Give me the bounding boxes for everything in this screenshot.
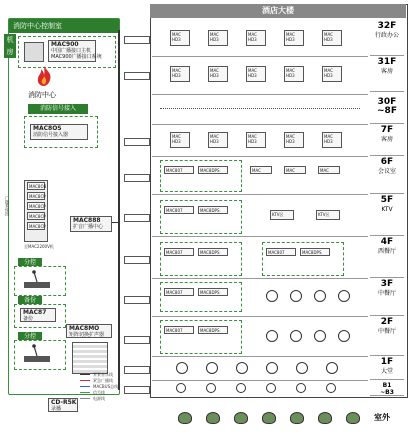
floor-6f-name: 会议室 (377, 168, 396, 175)
garden-speaker-icon (234, 412, 248, 424)
floor-32f-name: 行政办公 (374, 32, 399, 39)
floor-7f-num: 7F (380, 125, 394, 135)
floor-b1-num: B1 ~B3 (380, 382, 394, 396)
2f-mac8dps: MAC8DPS (198, 326, 228, 334)
mac8os-model: MAC8OS (33, 125, 62, 132)
ellipsis-line (160, 108, 360, 109)
room-unit-label: MAC (286, 32, 295, 37)
zone3-tag: 分控 (18, 332, 42, 342)
control-room-title: 消防中心控制室 (9, 19, 119, 33)
speaker-icon (236, 362, 248, 374)
fire-signal-input-tag: 消防信号接入 (28, 104, 88, 114)
legend-swatch-2 (80, 380, 90, 381)
floor-divider (152, 124, 368, 125)
mac8mo-model: MAC8MO (69, 325, 100, 332)
rack-unit-4: MAC8CP (29, 214, 46, 219)
mac900-line1: 中国广播接口主机 (51, 48, 92, 54)
paging-mic-icon (22, 270, 52, 290)
room-unit-sub: HD3 (324, 37, 333, 42)
room-unit-sub: HD3 (286, 73, 295, 78)
floor-5f-num: 5F (380, 195, 394, 205)
room-unit (170, 132, 190, 148)
floor-3f (370, 280, 404, 316)
4f-mac807-2: MAC807 (266, 248, 296, 256)
mac8os-desc: 消防信号接入器 (33, 132, 69, 138)
room-unit-label: MAC (210, 32, 219, 37)
room-unit-sub: HD3 (172, 139, 181, 144)
floor-30f-num: 30F ~8F (377, 97, 397, 116)
zone2-tag: 备份 (18, 296, 42, 306)
room-unit-label: MAC (248, 32, 257, 37)
floor-divider (152, 380, 368, 381)
paging-mic-icon (22, 344, 52, 364)
speaker-icon (290, 290, 302, 302)
room-unit (322, 132, 342, 148)
speaker-icon (206, 383, 216, 393)
mac900-device (48, 40, 102, 62)
floor-junction (124, 138, 150, 146)
fire-center-label: 消防中心 (28, 91, 56, 99)
floor-6f-num: 6F (380, 157, 394, 167)
room-unit (246, 66, 266, 82)
legend-item-2: 紧急广播线 (93, 378, 113, 383)
room-unit-label: MAC (172, 68, 181, 73)
mac8mo-device (66, 324, 112, 338)
mac8os-device (30, 124, 88, 140)
floor-4f-num: 4F (380, 237, 394, 247)
legend-swatch-1 (80, 374, 90, 375)
5f-mac8dps: MAC8DPS (198, 206, 228, 214)
floor-30f (370, 98, 404, 124)
floor-3f-name: 中餐厅 (377, 290, 396, 297)
5f-ktv: KTV区 (270, 210, 294, 220)
room-unit-sub: HD3 (324, 73, 333, 78)
speaker-icon (338, 330, 350, 342)
speaker-icon (266, 330, 278, 342)
6f-equipment-group (160, 160, 242, 192)
speaker-icon (296, 383, 306, 393)
fire-icon (32, 64, 56, 88)
6f-amp: MAC (284, 166, 306, 174)
room-unit-sub: HD3 (210, 73, 219, 78)
computer-icon (24, 42, 44, 62)
6f-amp: MAC (318, 166, 340, 174)
speaker-icon (266, 290, 278, 302)
floor-junction (124, 366, 150, 374)
floor-1f (370, 358, 404, 380)
speaker-icon (314, 290, 326, 302)
floor-divider (152, 356, 368, 357)
room-unit-label: MAC (324, 32, 333, 37)
floor-32f (370, 22, 404, 56)
2f-mac807: MAC807 (164, 326, 194, 334)
floor-junction (124, 174, 150, 182)
room-unit (170, 30, 190, 46)
room-unit (208, 66, 228, 82)
main-bus-line (118, 30, 120, 390)
3f-equipment-group (160, 282, 242, 312)
garden-speaker-icon (206, 412, 220, 424)
speaker-icon (290, 330, 302, 342)
garden-speaker-icon (290, 412, 304, 424)
floor-1f-name: 大堂 (380, 368, 393, 375)
room-unit (208, 132, 228, 148)
machine-room-label: 机房 (4, 34, 16, 58)
room-unit-sub: HD3 (172, 37, 181, 42)
garden-speaker-icon (346, 412, 360, 424)
floor-31f-name: 客房 (380, 68, 393, 75)
floor-divider (152, 278, 368, 279)
floor-2f-name: 中餐厅 (377, 328, 396, 335)
floor-4f (370, 238, 404, 278)
room-unit-sub: HD3 (210, 139, 219, 144)
legend-swatch-4 (80, 392, 90, 393)
floor-5f (370, 196, 404, 236)
4f-mac8dps: MAC8DPS (198, 248, 228, 256)
room-unit-label: MAC (324, 134, 333, 139)
3f-mac807: MAC807 (164, 288, 194, 296)
room-unit-sub: HD3 (248, 139, 257, 144)
floor-b1 (370, 382, 404, 396)
floor-junction (124, 296, 150, 304)
garden-speaker-icon (178, 412, 192, 424)
garden-speaker-icon (318, 412, 332, 424)
mac87-desc: 备份 (23, 316, 34, 322)
floor-5f-name: KTV (381, 206, 393, 213)
floor-3f-num: 3F (380, 279, 394, 289)
legend-swatch-5 (80, 398, 90, 399)
floor-32f-num: 32F (377, 21, 397, 31)
legend-item-4: 信号线 (93, 390, 105, 395)
room-unit (284, 132, 304, 148)
mac8mo-desc: 矩阵切换扩声器 (69, 332, 105, 338)
building-title: 酒店大楼 (150, 4, 406, 18)
mac888-model: MAC888 (73, 217, 101, 224)
5f-mac807: MAC807 (164, 206, 194, 214)
speaker-icon (338, 290, 350, 302)
floor-31f-num: 31F (377, 57, 397, 67)
garden-speaker-icon (262, 412, 276, 424)
room-unit-sub: HD3 (172, 73, 181, 78)
legend-item-1: 背景音乐线 (93, 372, 113, 377)
speaker-icon (176, 383, 186, 393)
legend-item-3: MACBUS总线 (93, 384, 119, 389)
speaker-icon (176, 362, 188, 374)
floor-junction (124, 36, 150, 44)
floor-divider (152, 156, 368, 157)
speaker-icon (266, 362, 278, 374)
6f-amp: MAC (250, 166, 272, 174)
rack-unit-3: MAC8CP (29, 204, 46, 209)
legend-item-5: 电源线 (93, 396, 105, 401)
rack-unit-1: MAC8OB (29, 184, 47, 189)
room-unit-label: MAC (286, 134, 295, 139)
mac888-desc: 扩音广播中心 (73, 224, 104, 230)
speaker-icon (326, 383, 336, 393)
room-unit-label: MAC (172, 32, 181, 37)
room-unit (246, 132, 266, 148)
room-unit-label: MAC (286, 68, 295, 73)
floor-divider (152, 316, 368, 317)
speaker-icon (326, 362, 338, 374)
room-unit-sub: HD3 (248, 37, 257, 42)
matrix-panel-icon (72, 342, 108, 374)
4f-mac8dps-2: MAC8DPS (300, 248, 330, 256)
room-unit-sub: HD3 (210, 37, 219, 42)
room-unit (284, 30, 304, 46)
floor-junction (124, 214, 150, 222)
speaker-icon (314, 330, 326, 342)
speaker-icon (206, 362, 218, 374)
cd-desc: 录播 (51, 406, 62, 412)
room-unit-label: MAC (210, 134, 219, 139)
floor-divider (152, 236, 368, 237)
speaker-icon (266, 383, 276, 393)
floor-4f-name: 西餐厅 (377, 248, 396, 255)
legend-swatch-3 (80, 386, 90, 387)
rack-unit-2: MAC8CP (29, 194, 46, 199)
mac888-device (70, 216, 112, 232)
mac900-line2: MAC900广播接口系统 (51, 54, 102, 60)
bus-link (112, 222, 120, 223)
floor-7f (370, 126, 404, 156)
4f-mac807: MAC807 (164, 248, 194, 256)
room-unit (284, 66, 304, 82)
6f-mac807: MAC807 (164, 166, 194, 174)
room-unit-label: MAC (248, 134, 257, 139)
rack-unit-5: MAC8CP (29, 224, 46, 229)
room-unit-sub: HD3 (286, 139, 295, 144)
5f-ktv: KTV区 (316, 210, 340, 220)
floor-divider (152, 56, 368, 57)
vertical-caption: 广播系统图 (5, 196, 10, 216)
mac87-model: MAC87 (23, 309, 47, 316)
floor-7f-name: 客房 (380, 136, 393, 143)
mac87-device (20, 308, 56, 322)
3f-mac8dps: MAC8DPS (198, 288, 228, 296)
room-unit (170, 66, 190, 82)
room-unit (322, 30, 342, 46)
floor-2f-num: 2F (380, 317, 394, 327)
zone1-tag: 分控 (18, 258, 42, 268)
room-unit-label: MAC (210, 68, 219, 73)
outdoor-label: 室外 (374, 413, 390, 422)
floor-divider (152, 94, 368, 95)
cd-device (48, 398, 78, 412)
mac900-model: MAC900 (51, 41, 79, 48)
room-unit-sub: HD3 (324, 139, 333, 144)
speaker-icon (236, 383, 246, 393)
room-unit (322, 66, 342, 82)
floor-divider (152, 194, 368, 195)
floor-6f (370, 158, 404, 194)
floor-2f (370, 318, 404, 356)
room-unit-sub: HD3 (248, 73, 257, 78)
6f-mac8dps: MAC8DPS (198, 166, 228, 174)
room-unit-label: MAC (324, 68, 333, 73)
cd-model: CD-R5K (51, 399, 77, 406)
floor-junction (124, 386, 150, 394)
floor-1f-num: 1F (380, 357, 394, 367)
speaker-icon (296, 362, 308, 374)
room-unit (246, 30, 266, 46)
floor-junction (124, 336, 150, 344)
room-unit-label: MAC (248, 68, 257, 73)
room-unit (208, 30, 228, 46)
floor-31f (370, 58, 404, 92)
floor-junction (124, 256, 150, 264)
room-unit-label: MAC (172, 134, 181, 139)
room-unit-sub: HD3 (286, 37, 295, 42)
rack-note: 至MAC2200V机 (24, 244, 54, 249)
floor-junction (124, 72, 150, 80)
